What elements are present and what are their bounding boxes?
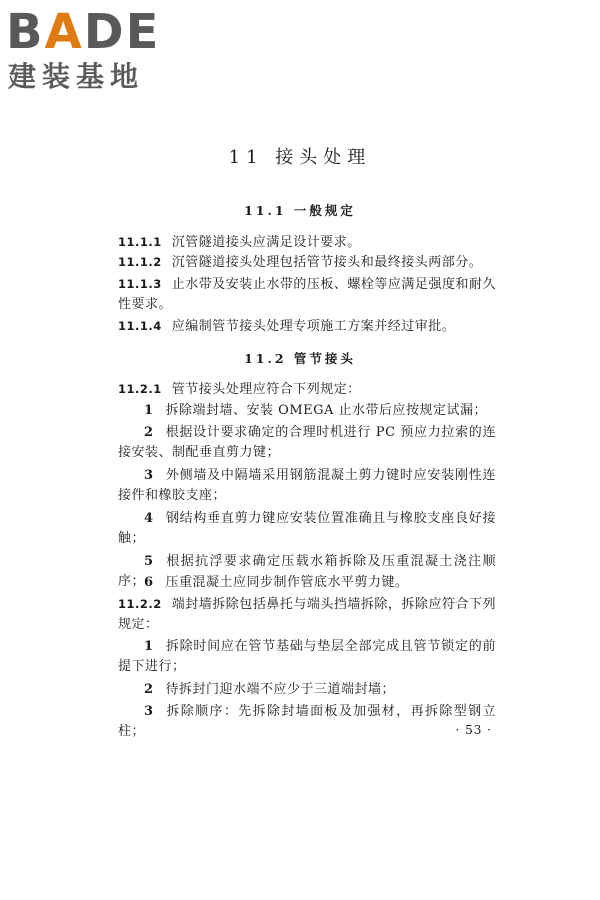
clause-11-1-2: [118, 252, 496, 273]
item-text: 钢结构垂直剪力键应安装位置准确且与橡胶支座良好接触；: [118, 511, 496, 546]
list-item: [118, 401, 496, 421]
item-text: 压重混凝土应同步制作管底水平剪力键。: [165, 575, 409, 590]
item-text: 拆除顺序：先拆除封墙面板及加强材，再拆除型钢立柱；: [118, 704, 496, 739]
list-item: [118, 423, 496, 463]
clause-number: 11.2.1: [118, 382, 162, 396]
item-number: 5: [144, 554, 154, 569]
item-text: 待拆封门迎水端不应少于三道端封墙；: [165, 682, 396, 697]
clause-11-1-4: [118, 316, 496, 337]
clause-11-2-2: [118, 594, 496, 635]
item-number: 4: [144, 511, 154, 526]
clause-11-1-3: [118, 274, 496, 315]
list-item: [118, 702, 496, 742]
clause-number: 11.1.1: [118, 235, 162, 249]
clause-11-1-1: [118, 232, 496, 253]
clause-text: 管节接头处理应符合下列规定：: [171, 382, 361, 397]
list-item: [118, 466, 496, 506]
item-number: 3: [144, 704, 154, 719]
clause-text: 沉管隧道接头应满足设计要求。: [171, 235, 361, 250]
logo-wordmark-text: BADE: [6, 4, 161, 60]
item-text: 外侧墙及中隔墙采用钢筋混凝土剪力键时应安装刚性连接件和橡胶支座；: [118, 468, 496, 503]
clause-number: 11.1.3: [118, 277, 162, 291]
item-number: 6: [144, 575, 154, 590]
logo-subtitle: 建装基地: [8, 60, 145, 93]
clause-text: 沉管隧道接头处理包括管节接头和最终接头两部分。: [171, 255, 483, 270]
chapter-title: 11 接头处理: [228, 147, 372, 168]
item-text: 拆除端封墙、安装 OMEGA 止水带后应按规定试漏；: [165, 403, 488, 418]
item-number: 2: [144, 425, 154, 440]
item-number: 1: [144, 639, 154, 654]
brand-logo: [6, 4, 181, 96]
clause-text: 止水带及安装止水带的压板、螺栓等应满足强度和耐久性要求。: [118, 277, 496, 312]
section-title-11-2: 11.2 管节接头: [244, 351, 356, 366]
list-item: [118, 573, 496, 593]
page-number: · 53 ·: [455, 723, 492, 737]
item-text: 根据设计要求确定的合理时机进行 PC 预应力拉索的连接安装、制配垂直剪力键；: [118, 425, 496, 460]
item-number: 1: [144, 403, 154, 418]
clause-text: 端封墙拆除包括鼻托与端头挡墙拆除，拆除应符合下列规定：: [118, 597, 496, 632]
clause-text: 应编制管节接头处理专项施工方案并经过审批。: [171, 319, 456, 334]
list-item: [118, 509, 496, 549]
clause-number: 11.1.4: [118, 319, 162, 333]
logo-wordmark: [6, 4, 160, 60]
item-text: 拆除时间应在管节基础与垫层全部完成且管节锁定的前提下进行；: [118, 639, 496, 674]
clause-number: 11.2.2: [118, 597, 162, 611]
list-item: [118, 637, 496, 677]
clause-11-2-1: [118, 379, 496, 400]
item-text: 根据抗浮要求确定压载水箱拆除及压重混凝土浇注顺序；: [118, 554, 496, 589]
section-title-11-1: 11.1 一般规定: [244, 203, 356, 218]
item-number: 2: [144, 682, 154, 697]
item-number: 3: [144, 468, 154, 483]
list-item: [118, 680, 496, 700]
clause-number: 11.1.2: [118, 255, 162, 269]
